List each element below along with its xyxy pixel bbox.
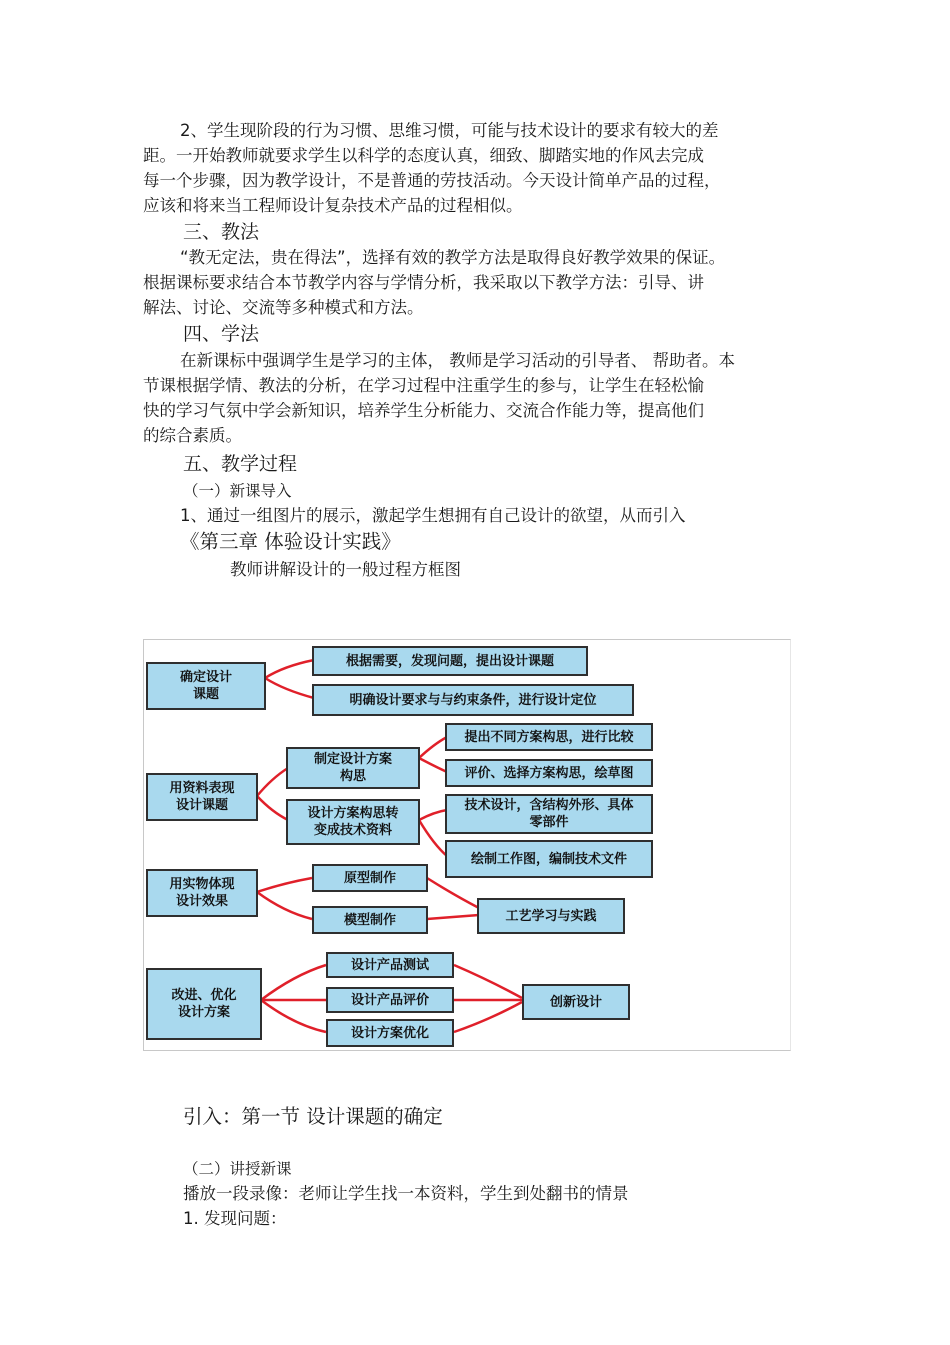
stage2-step2-label: 评价、选择方案构思，绘草图 (464, 765, 634, 781)
stage4-main-line2: 设计方案 (177, 1005, 230, 1020)
section-teach-new-lesson: （二）讲授新课 (183, 1160, 292, 1178)
stage2-main-line1: 用资料表现 (169, 781, 235, 796)
connector-s3-c (427, 878, 479, 908)
stage4-mid3-box (326, 1019, 454, 1047)
para1-line1: 2、学生现阶段的行为习惯、思维习惯，可能与技术设计的要求有较大的差 (180, 121, 719, 140)
para1-line3: 每一个步骤，因为教学设计，不是普通的劳技活动。今天设计简单产品的过程， (143, 171, 721, 190)
stage2-step2-box (445, 759, 653, 787)
para5: 播放一段录像：老师让学生找一本资料，学生到处翻书的情景 (183, 1184, 629, 1203)
design-process-flowchart (143, 639, 791, 1051)
stage2-step3-line1: 技术设计，含结构外形、具体 (464, 798, 634, 813)
stage2-step1-box (445, 723, 653, 751)
connector-s4-d (454, 965, 522, 998)
heading-learning-method: 四、学法 (183, 323, 260, 345)
stage2-main-box (146, 773, 258, 821)
connector-s3-a (257, 878, 312, 892)
connector-s3-d (427, 915, 479, 919)
stage2-main-line2: 设计课题 (175, 798, 228, 813)
stage3-mid1-label: 原型制作 (343, 870, 396, 886)
para3-line1: 在新课标中强调学生是学习的主体， 教师是学习活动的引导者、 帮助者。本 (180, 351, 735, 370)
stage1-step2-label: 明确设计要求与与约束条件，进行设计定位 (349, 692, 597, 708)
stage4-result-label: 创新设计 (549, 994, 602, 1010)
para1-line4: 应该和将来当工程师设计复杂技术产品的过程相似。 (143, 196, 523, 215)
stage4-mid2-label: 设计产品评价 (350, 992, 429, 1008)
para6: 1. 发现问题： (183, 1209, 287, 1228)
stage4-result-box (522, 984, 630, 1020)
connector-s4-a (261, 965, 326, 1000)
stage3-main-line2: 设计效果 (175, 894, 228, 909)
stage1-step1-label: 根据需要，发现问题，提出设计课题 (345, 653, 554, 669)
stage3-mid1-box (312, 864, 428, 892)
connector-s2-d (419, 758, 447, 772)
stage1-main-line1: 确定设计 (179, 670, 232, 685)
stage4-main-line1: 改进、优化 (171, 988, 237, 1003)
para1-line2: 距。一开始教师就要求学生以科学的态度认真，细致、脚踏实地的作风去完成 (143, 146, 704, 165)
stage3-mid2-box (312, 906, 428, 934)
para3-line3: 快的学习气氛中学会新知识，培养学生分析能力、交流合作能力等，提高他们 (143, 401, 704, 420)
stage1-main-line2: 课题 (192, 687, 219, 702)
stage4-mid3-label: 设计方案优化 (350, 1025, 429, 1041)
stage1-step1-box (312, 646, 588, 676)
connector-s1-a (265, 660, 314, 678)
stage4-mid2-box (326, 987, 454, 1013)
connector-s4-f (454, 1002, 522, 1032)
stage3-result-label: 工艺学习与实践 (505, 908, 597, 924)
intro-section-title: 引入：第一节 设计课题的确定 (183, 1105, 443, 1128)
stage2-mid2-box (286, 799, 420, 845)
heading-teaching-method: 三、教法 (183, 221, 260, 243)
diagram-caption: 教师讲解设计的一般过程方框图 (230, 560, 461, 579)
section-new-lesson-intro: （一）新课导入 (183, 482, 292, 500)
stage2-step3-box (445, 794, 653, 834)
stage2-step3-line2: 零部件 (529, 815, 569, 830)
stage2-step1-label: 提出不同方案构思，进行比较 (464, 729, 634, 745)
connector-s2-a (257, 768, 288, 796)
stage4-mid1-box (326, 952, 454, 978)
connector-s2-b (257, 796, 288, 820)
para2-line1: “教无定法，贵在得法”，选择有效的教学方法是取得良好教学效果的保证。 (180, 248, 726, 267)
stage2-mid1-box (286, 747, 420, 789)
connector-s2-c (419, 737, 447, 758)
stage3-result-box (477, 898, 625, 934)
stage4-main-box (146, 968, 262, 1040)
stage3-main-box (146, 869, 258, 917)
stage2-mid1-line1: 制定设计方案 (313, 752, 392, 767)
stage4-mid1-label: 设计产品测试 (350, 957, 429, 973)
stage2-mid2-line1: 设计方案构思转 (307, 806, 399, 821)
connector-s2-f (419, 820, 447, 856)
para2-line3: 解法、讨论、交流等多种模式和方法。 (143, 298, 424, 317)
stage2-mid2-line2: 变成技术资料 (313, 823, 392, 838)
stage1-step2-box (312, 684, 634, 716)
stage2-mid1-line2: 构思 (339, 769, 366, 784)
connector-s4-c (261, 1000, 326, 1032)
para3-line4: 的综合素质。 (143, 426, 242, 445)
stage2-step4-label: 绘制工作图，编制技术文件 (470, 851, 627, 867)
connector-s2-e (419, 810, 447, 820)
para2-line2: 根据课标要求结合本节教学内容与学情分析，我采取以下教学方法：引导、讲 (143, 273, 704, 292)
heading-teaching-process: 五、教学过程 (183, 453, 298, 475)
stage3-mid2-label: 模型制作 (343, 912, 396, 928)
para4: 1、通过一组图片的展示，激起学生想拥有自己设计的欲望，从而引入 (180, 506, 686, 525)
connector-s1-b (265, 678, 314, 698)
chapter-title: 《第三章 体验设计实践》 (180, 530, 401, 553)
para3-line2: 节课根据学情、教法的分析，在学习过程中注重学生的参与，让学生在轻松愉 (143, 376, 704, 395)
stage1-main-box (146, 662, 266, 710)
stage2-step4-box (445, 840, 653, 878)
connector-s3-b (257, 892, 312, 919)
stage3-main-line1: 用实物体现 (169, 877, 235, 892)
